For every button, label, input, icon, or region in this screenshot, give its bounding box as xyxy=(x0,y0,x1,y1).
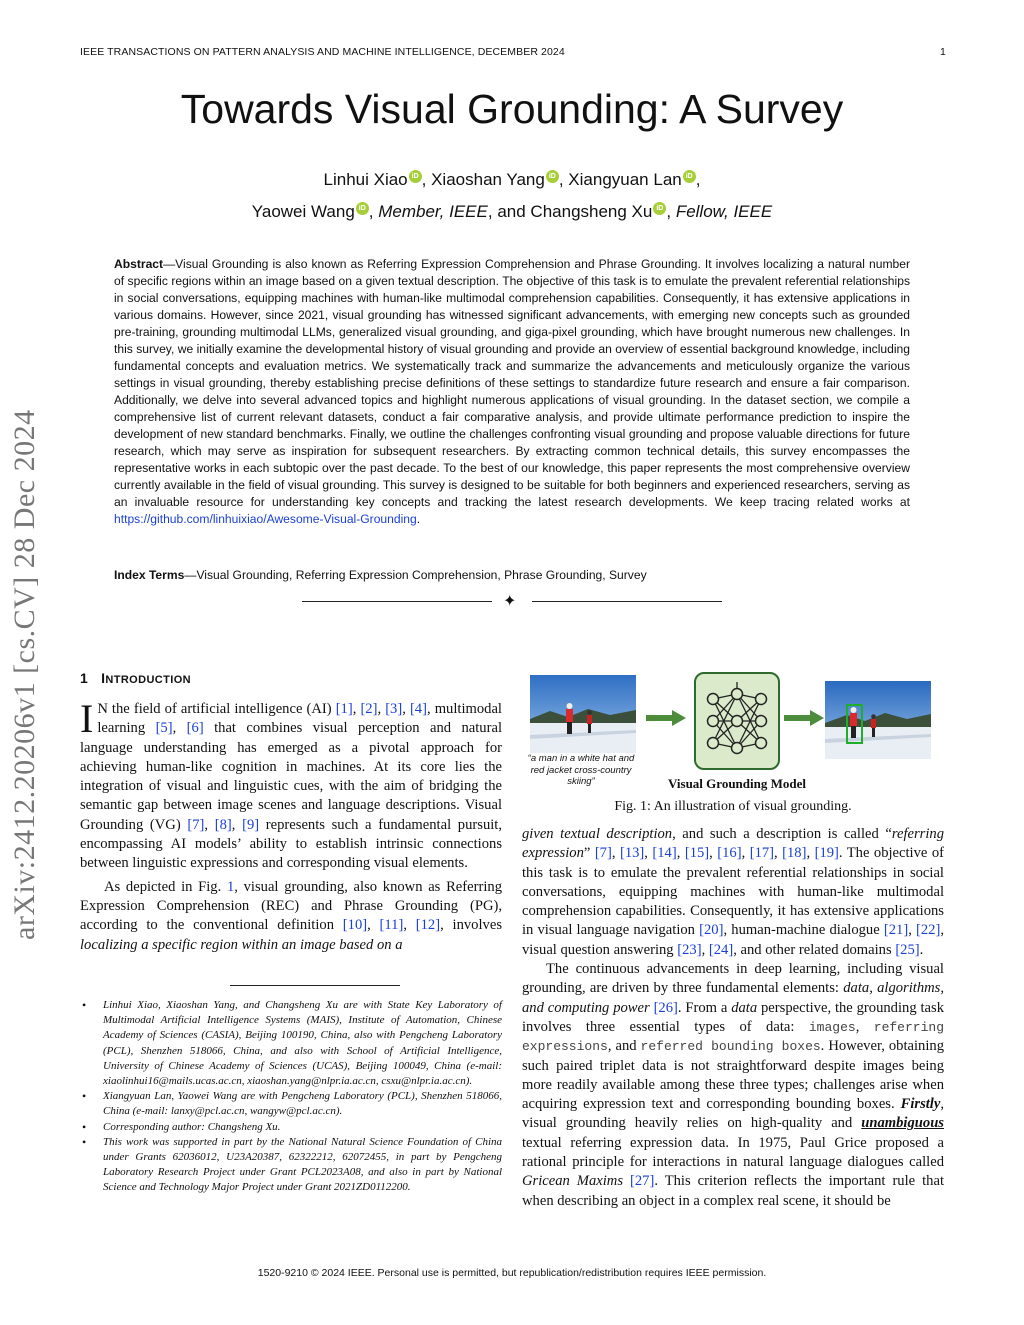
figure-reference[interactable]: 1 xyxy=(226,878,235,895)
intro-italic: localizing a specific region within an image based on a xyxy=(80,936,403,953)
output-image xyxy=(825,681,931,759)
separator-rule-left xyxy=(302,601,492,602)
body-text: . However, obtaining such paired triplet data is not straightforward despite images being more readily available among these three types; challenges arise when acquiring expression text and corresponding bounding boxes. xyxy=(522,1038,944,1113)
orcid-icon[interactable]: iD xyxy=(653,202,666,215)
body-text: , and other related domains xyxy=(733,941,896,958)
body-emphasis: Firstly xyxy=(900,1096,941,1113)
grounded-result-image xyxy=(825,681,931,759)
citation[interactable]: [11] xyxy=(379,917,404,934)
citation[interactable]: [7] xyxy=(594,845,612,862)
author-conjunction: and xyxy=(497,202,526,221)
arxiv-watermark: arXiv:2412.20206v1 [cs.CV] 28 Dec 2024 xyxy=(8,409,41,940)
citation[interactable]: [14] xyxy=(652,845,677,862)
section-heading xyxy=(80,670,191,686)
citation[interactable]: [26] xyxy=(653,999,678,1016)
body-italic: referring expression xyxy=(522,826,944,862)
body-text: , human-machine dialogue xyxy=(723,922,884,939)
right-paragraph-2: The continuous advancements in deep learning, including visual grounding, are driven by three fundamental elements: data, algorithms, and computing power [26]. From a data perspective, the grounding task involves three essential types of data: images, referring expressions, and referred bounding boxes. However, obtaining such paired triplet data is not straightforward despite images being more readily available among these three types; challenges arise when acquiring expression text and corresponding bounding boxes. Firstly, visual grounding heavily relies on high-quality and unambiguous textual referring expression data. In 1975, Paul Grice proposed a rational principle for interactions in natural language dialogues called Gricean Maxims [27]. This criterion reflects the important rule that when describing an object in a complex real scene, it should be xyxy=(522,961,945,1209)
abstract-end: . xyxy=(416,512,421,526)
citation[interactable]: [18] xyxy=(782,845,807,862)
intro-text: involves xyxy=(443,917,502,934)
citation[interactable]: [7] xyxy=(187,816,205,833)
footnote-funding: • This work was supported in part by the National Natural Science Foundation of China under Grants 62036012, U23A20387, 62322212, 62072455, in part by Pengcheng Laboratory Research Project under Grant PCL2023A08, and also in part by National Science and Technology Major Project under Grant 2021ZD0112200. xyxy=(80,1135,502,1196)
data-type-term: images xyxy=(808,1019,856,1035)
author-name: Linhui Xiao xyxy=(323,170,408,189)
author-name: Xiangyuan Lan xyxy=(568,170,682,189)
intro-text: that combines visual perception and natural language understanding has emerged as a pivotal approach for achieving human-like cognition in machines. At its core lies the integration of visual and linguistic cues, with the aim of bridging the semantic gap between image scenes and language descriptions. Visual Grounding (VG) xyxy=(80,720,502,833)
body-text: ” xyxy=(583,845,595,862)
citation[interactable]: [13] xyxy=(619,845,645,862)
citation[interactable]: [5] xyxy=(155,720,173,737)
citation[interactable]: [12] xyxy=(415,917,441,934)
body-italic: given textual description xyxy=(522,826,673,842)
citation[interactable]: [20] xyxy=(699,922,724,939)
citation[interactable]: [1] xyxy=(335,701,353,717)
body-text: perspective, the grounding task involves three essential types of data: xyxy=(522,999,944,1035)
referring-expression-caption: “a man in a white hat and red jacket cross-country skiing” xyxy=(527,753,635,787)
citation[interactable]: [23] xyxy=(677,941,702,958)
section-title-first: I xyxy=(101,670,106,686)
abstract xyxy=(114,256,910,528)
model-box xyxy=(694,672,780,770)
separator-star-icon: ✦ xyxy=(503,593,517,610)
author-line-2: Yaowei Wang iD , Member, IEEE, and Changsheng Xu iD , Fellow, IEEE xyxy=(251,202,773,221)
citation[interactable]: [15] xyxy=(684,845,710,862)
citation[interactable]: [24] xyxy=(708,941,734,958)
abstract-label: Abstract xyxy=(114,257,164,271)
footnote-corresponding: • Corresponding author: Changsheng Xu. xyxy=(80,1120,502,1135)
body-text: , visual grounding heavily relies on high-quality and xyxy=(522,1096,944,1132)
citation[interactable]: [2] xyxy=(360,701,378,717)
author-name: Changsheng Xu xyxy=(530,202,653,221)
right-paragraph-1: given textual description, and such a description is called “referring expression” [7], [13], [14], [15], [16], [17], [18], [19]. The objective of this task is to emulate the prevalent referential relationships in social conversations, equipping machines with human-like multimodal comprehension capabilities. Consequently, it has extensive applications in visual language navigation [20], human-machine dialogue [21], [22], visual question answering [23], [24], and other related domains [25]. xyxy=(522,826,944,958)
orcid-icon[interactable]: iD xyxy=(683,170,696,183)
data-type-term: referring expressions xyxy=(522,1019,944,1055)
citation[interactable]: [10] xyxy=(342,917,368,934)
body-text: . xyxy=(919,941,924,958)
citation[interactable]: [22] xyxy=(916,922,941,939)
citation[interactable]: [17] xyxy=(749,845,775,862)
intro-text: multimodal learning xyxy=(97,701,502,737)
intro-text: As depicted in Fig. xyxy=(104,878,227,895)
section-title-rest: NTRODUCTION xyxy=(105,674,192,686)
footnote-affiliation: • Linhui Xiao, Xiaoshan Yang, and Changsheng Xu are with State Key Laboratory of Multimodal Artificial Intelligence Systems (MAIS), Institute of Automation, Chinese Academy of Sciences (CASIA), Beijing 100190, China, also with Pengcheng Laboratory (PCL), Shenzhen 518066, China, and also with School of Artificial Intelligence, University of Chinese Academy of Sciences (UCAS), Beijing 100049, China (e-mail: xiaolinhui16@mails.ucas.ac.cn, xiaoshan.yang@nlpr.ia.ac.cn, csxu@nlpr.ia.ac.cn). xyxy=(80,998,502,1089)
running-header xyxy=(80,46,946,58)
copyright-footer: 1520-9210 © 2024 IEEE. Personal use is permitted, but republication/redistribution requires IEEE permission. xyxy=(257,1267,767,1279)
orcid-icon[interactable]: iD xyxy=(409,170,422,183)
citation[interactable]: [4] xyxy=(409,701,427,717)
citation[interactable]: [25] xyxy=(895,941,920,958)
index-terms-text: —Visual Grounding, Referring Expression Comprehension, Phrase Grounding, Survey xyxy=(184,568,647,582)
body-emphasis: unambiguous xyxy=(861,1115,944,1132)
model-label: Visual Grounding Model xyxy=(668,776,806,791)
github-link[interactable]: https://github.com/linhuixiao/Awesome-Visual-Grounding xyxy=(114,512,417,526)
right-column xyxy=(522,825,944,1211)
intro-paragraph-2: As depicted in Fig. 1, visual grounding, also known as Referring Expression Comprehension (REC) and Phrase Grounding (PG), according to the conventional definition [10], [11], [12], involves localizing a specific region within an image based on a xyxy=(80,878,502,953)
paper-title: Towards Visual Grounding: A Survey xyxy=(180,86,844,132)
footnote-rule xyxy=(230,985,400,986)
data-type-term: referred bounding boxes xyxy=(640,1039,821,1055)
footnote-affiliation: • Xiangyuan Lan, Yaowei Wang are with Pengcheng Laboratory (PCL), Shenzhen 518066, China (e-mail: lanxy@pcl.ac.cn, wangyw@pcl.ac.cn). xyxy=(80,1089,502,1119)
intro-text: , visual grounding, also known as Referring Expression Comprehension (REC) and Phrase Grounding (PG), according to the conventional definition xyxy=(80,878,502,934)
left-column xyxy=(80,696,502,955)
citation[interactable]: [8] xyxy=(214,816,232,833)
citation[interactable]: [19] xyxy=(814,845,839,862)
body-text: The continuous advancements in deep learning, including visual grounding, are driven by three fundamental elements: xyxy=(522,961,944,997)
intro-text: N the field of artificial intelligence (AI) xyxy=(97,701,336,717)
body-text: . This criterion reflects the important rule that when describing an object in a complex real scene, it should be xyxy=(522,1173,944,1209)
body-text: textual referring expression data. In 1975, Paul Grice proposed a rational principle for interactions in natural language dialogues called xyxy=(522,1134,944,1171)
body-italic: data, algorithms, and computing power xyxy=(522,980,945,1016)
orcid-icon[interactable]: iD xyxy=(356,202,369,215)
neural-network-icon xyxy=(696,674,778,768)
figure-1 xyxy=(522,672,944,822)
page-number: 1 xyxy=(940,46,946,58)
author-role: Fellow, IEEE xyxy=(675,202,773,221)
orcid-icon[interactable]: iD xyxy=(546,170,559,183)
body-italic: data xyxy=(731,999,758,1016)
citation[interactable]: [6] xyxy=(186,720,204,737)
body-text: . From a xyxy=(677,999,732,1016)
abstract-text: —Visual Grounding is also known as Referring Expression Comprehension and Phrase Grounding. It involves localizing a natural number of specific regions within an image based on a given textual description. The objective of this task is to emulate the prevalent referential relationships in social conversations, equipping machines with human-like multimodal comprehension capabilities. Consequently, it has extensive applications in various domains. However, since 2021, visual grounding has witnessed significant advancements, with emerging new concepts such as grounded pre-training, grounding multimodal LLMs, generalized visual grounding, and giga-pixel grounding, which have brought numerous new challenges. In this survey, we initially examine the developmental history of visual grounding and provide an overview of essential background knowledge, including fundamental concepts and evaluation metrics. We systematically track and summarize the advancements and meticulously organize the various settings in visual grounding, thereby establishing precise definitions of these settings to standardize future research and ensure a fair comparison. Additionally, we delve into several advanced topics and highlight numerous applications of visual grounding. In the dataset section, we compile a comprehensive list of current relevant datasets, conduct a fair comparative analysis, and provide ultimate performance prediction to inspire the development of new standard benchmarks. Finally, we outline the challenges confronting visual grounding and propose valuable directions for future research, which may serve as inspiration for subsequent researchers. By extracting common technical details, this survey encompasses the representative works in each subtopic over the past decade. To the best of our knowledge, this paper represents the most comprehensive overview currently available in the field of visual grounding. This survey is designed to be suitable for both beginners and experienced researchers, serving as an invaluable resource for understanding key concepts and tracking the latest research developments. We keep tracing related works at xyxy=(114,257,910,509)
citation[interactable]: [21] xyxy=(883,922,909,939)
arrow-right-icon xyxy=(646,710,686,726)
body-text: , visual question answering xyxy=(522,922,944,958)
journal-name: IEEE TRANSACTIONS ON PATTERN ANALYSIS AND MACHINE INTELLIGENCE, DECEMBER 2024 xyxy=(80,46,565,58)
footnotes xyxy=(80,998,502,1196)
citation[interactable]: [9] xyxy=(242,816,260,833)
intro-text: represents such a fundamental pursuit, encompassing AI models’ ability to establish intrinsic connections between linguistic expressions and corresponding visual elements. xyxy=(80,816,502,872)
arrow-right-icon xyxy=(784,710,824,726)
separator-rule-right xyxy=(532,601,722,602)
drop-cap: I xyxy=(80,696,94,741)
author-line-1: Linhui Xiao iD , Xiaoshan Yang iD , Xiangyuan Lan iD , xyxy=(323,170,701,189)
body-text: . The objective of this task is to emulate the prevalent referential relationships in social conversations, equipping machines with human-like multimodal comprehension capabilities. Consequently, it has extensive applications in visual language navigation xyxy=(522,845,944,939)
body-italic: Gricean Maxims xyxy=(522,1173,624,1190)
input-image xyxy=(530,675,636,753)
index-terms xyxy=(114,568,910,582)
citation[interactable]: [16] xyxy=(717,845,742,862)
index-terms-label: Index Terms xyxy=(114,568,185,582)
author-name: Yaowei Wang xyxy=(251,202,355,221)
author-name: Xiaoshan Yang xyxy=(431,170,545,189)
ski-scene-image xyxy=(530,675,636,753)
body-text: , and such a description is called “ xyxy=(672,826,892,842)
author-role: Member, IEEE xyxy=(378,202,488,221)
citation[interactable]: [3] xyxy=(385,701,403,717)
figure-caption: Fig. 1: An illustration of visual grounding. xyxy=(614,799,852,814)
citation[interactable]: [27] xyxy=(630,1173,655,1190)
section-number: 1 xyxy=(80,670,89,686)
intro-paragraph-1: I N the field of artificial intelligence (AI) [1], [2], [3], [4], multimodal learning [5], [6] that combines visual perception and natural language understanding has emerged as a pivotal approach for achieving human-like cognition in machines. At its core lies the integration of visual and linguistic cues, with the aim of bridging the semantic gap between image scenes and language descriptions. Visual Grounding (VG) [7], [8], [9] represents such a fundamental pursuit, encompassing AI models’ ability to establish intrinsic connections between linguistic expressions and corresponding visual elements. xyxy=(80,696,502,872)
